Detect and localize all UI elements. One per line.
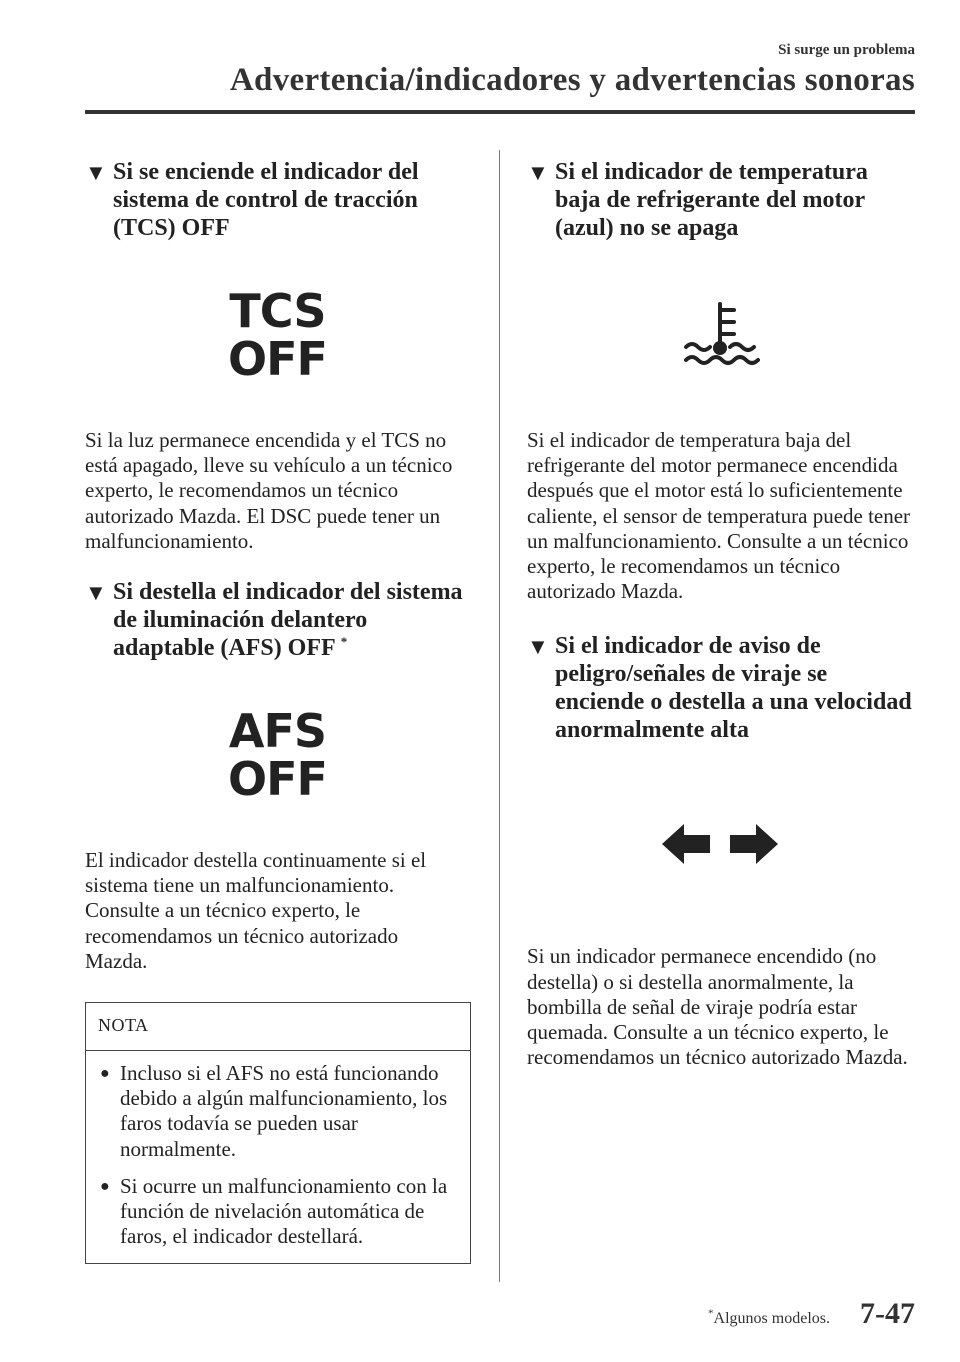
tcs-icon-line1: TCS: [229, 284, 326, 338]
footer-asterisk: *: [708, 1307, 714, 1320]
afs-icon-line1: AFS: [228, 704, 327, 759]
note-item-text: Incluso si el AFS no está funcionando debido a algún malfuncionamiento, los faros todavía se pueden usar normalmente.: [120, 1061, 448, 1161]
tcs-heading: [85, 158, 463, 242]
turn-body: Si un indicador permanece encendido (no destella) o si destella anormalmente, la bombilla de señal de viraje podría estar quemada. Consulte a un técnico experto, le recomendamos un técnico autorizado Mazda.: [527, 944, 908, 1070]
tcs-icon-line2: OFF: [228, 332, 327, 386]
note-item: [98, 1174, 462, 1250]
note-item-text: Si ocurre un malfuncionamiento con la función de nivelación automática de faros, el indicador destellará.: [120, 1173, 448, 1249]
tcs-off-icon: [85, 242, 470, 428]
afs-heading-text: Si destella el indicador del sistema de iluminación delantero adaptable (AFS) OFF: [113, 579, 463, 662]
coolant-heading: [527, 158, 915, 242]
left-column: [85, 158, 470, 1264]
triangle-marker-icon: ▼: [527, 634, 549, 660]
tcs-body: Si la luz permanece encendida y el TCS no está apagado, lleve su vehículo a un técnico experto, le recomendamos un técnico autorizado Mazda. El DSC puede tener un malfuncionamiento.: [85, 428, 453, 553]
turn-heading: [527, 632, 915, 744]
bullet-icon: ●: [100, 1065, 110, 1083]
turn-heading-text: Si el indicador de aviso de peligro/señales de viraje se enciende o destella a una velocidad anormalmente alta: [555, 633, 912, 744]
afs-body: El indicador destella continuamente si el sistema tiene un malfuncionamiento. Consulte a un técnico experto, le recomendamos un técnico autorizado Mazda.: [85, 848, 427, 973]
note-list: [86, 1051, 470, 1263]
footer-note-text: Algunos modelos.: [713, 1310, 830, 1327]
triangle-marker-icon: ▼: [527, 160, 549, 185]
afs-heading: [85, 578, 473, 662]
header-title: Advertencia/indicadores y advertencias sonoras: [229, 62, 915, 98]
note-item: [98, 1061, 462, 1162]
column-divider: [499, 150, 500, 1282]
afs-asterisk: *: [340, 634, 348, 650]
bullet-icon: ●: [100, 1177, 110, 1195]
triangle-marker-icon: ▼: [85, 580, 107, 606]
coolant-temperature-icon: [527, 242, 912, 428]
tcs-heading-text: Si se enciende el indicador del sistema de control de tracción (TCS) OFF: [113, 159, 419, 241]
header-section-label: Si surge un problema: [778, 42, 915, 58]
header-rule: [85, 110, 915, 114]
coolant-heading-text: Si el indicador de temperatura baja de refrigerante del motor (azul) no se apaga: [555, 159, 868, 241]
footer-note: [708, 1307, 830, 1328]
right-column: [527, 158, 912, 1070]
coolant-body: Si el indicador de temperatura baja del refrigerante del motor permanece encendida después que el motor está lo suficientemente caliente, el sensor de temperatura puede tener un malfuncionamiento. Consulte a un técnico experto, le recomendamos un técnico autorizado Mazda.: [527, 428, 911, 604]
note-box: [85, 1002, 471, 1264]
turn-signal-arrows-icon: [527, 744, 912, 944]
page-number: 7-47: [860, 1297, 915, 1330]
afs-off-icon: [85, 662, 470, 848]
triangle-marker-icon: ▼: [85, 160, 107, 185]
afs-icon-line2: OFF: [228, 752, 327, 807]
note-title: NOTA: [86, 1003, 470, 1051]
